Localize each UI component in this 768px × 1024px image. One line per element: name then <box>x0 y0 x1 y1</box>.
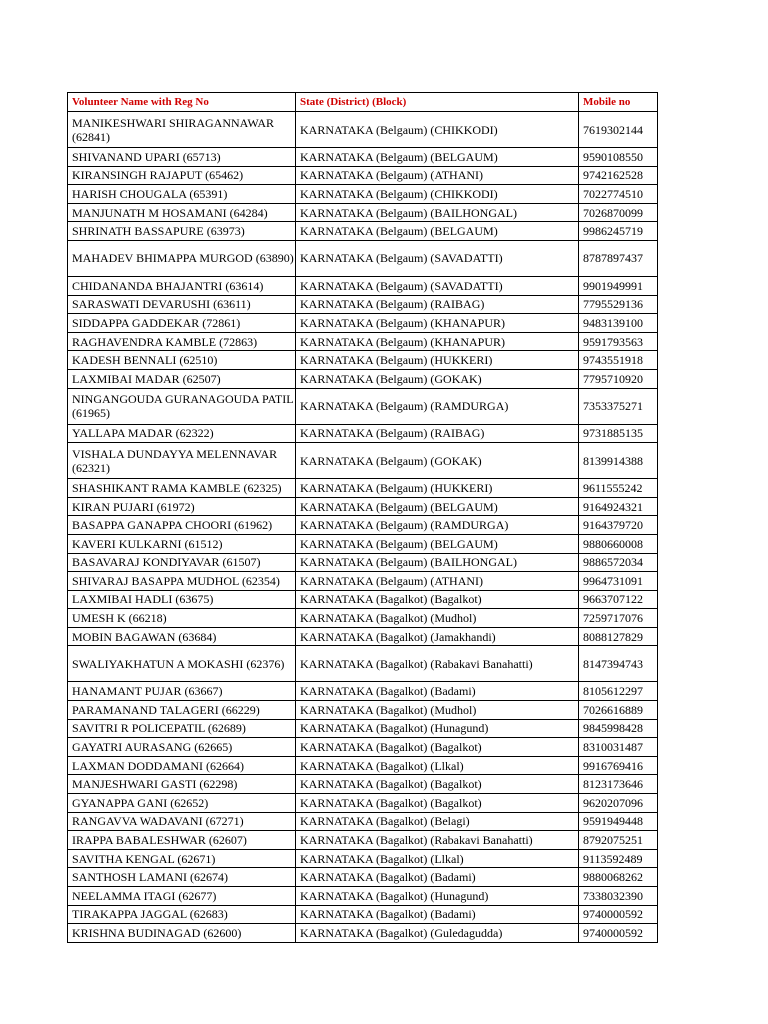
header-row <box>68 93 658 112</box>
location-cell: KARNATAKA (Bagalkot) (Mudhol) <box>296 609 579 628</box>
mobile-cell: 9483139100 <box>579 314 658 333</box>
table-row <box>68 831 658 850</box>
header-mobile: Mobile no <box>579 93 658 112</box>
header-volunteer-name: Volunteer Name with Reg No <box>68 93 296 112</box>
volunteer-name-cell: BASAPPA GANAPPA CHOORI (61962) <box>68 516 296 535</box>
volunteer-name-cell: SHIVARAJ BASAPPA MUDHOL (62354) <box>68 572 296 591</box>
volunteer-name-cell: RANGAVVA WADAVANI (67271) <box>68 812 296 831</box>
volunteer-name-cell: MAHADEV BHIMAPPA MURGOD (63890) <box>68 240 296 276</box>
mobile-cell: 9880068262 <box>579 868 658 887</box>
mobile-cell: 9901949991 <box>579 276 658 295</box>
table-row <box>68 240 658 276</box>
volunteer-name-cell: NINGANGOUDA GURANAGOUDA PATIL (61965) <box>68 388 296 424</box>
mobile-cell: 7795710920 <box>579 369 658 388</box>
volunteer-name-cell: KIRANSINGH RAJAPUT (65462) <box>68 166 296 185</box>
mobile-cell: 8147394743 <box>579 646 658 682</box>
mobile-cell: 8792075251 <box>579 831 658 850</box>
table-row <box>68 332 658 351</box>
table-row <box>68 424 658 443</box>
mobile-cell: 7022774510 <box>579 185 658 204</box>
location-cell: KARNATAKA (Belgaum) (KHANAPUR) <box>296 314 579 333</box>
location-cell: KARNATAKA (Bagalkot) (Bagalkot) <box>296 775 579 794</box>
location-cell: KARNATAKA (Belgaum) (CHIKKODI) <box>296 185 579 204</box>
table-row <box>68 479 658 498</box>
location-cell: KARNATAKA (Belgaum) (KHANAPUR) <box>296 332 579 351</box>
location-cell: KARNATAKA (Bagalkot) (Llkal) <box>296 756 579 775</box>
volunteer-name-cell: IRAPPA BABALESHWAR (62607) <box>68 831 296 850</box>
volunteer-name-cell: HARISH CHOUGALA (65391) <box>68 185 296 204</box>
location-cell: KARNATAKA (Bagalkot) (Mudhol) <box>296 701 579 720</box>
table-row <box>68 887 658 906</box>
mobile-cell: 7259717076 <box>579 609 658 628</box>
location-cell: KARNATAKA (Belgaum) (ATHANI) <box>296 166 579 185</box>
location-cell: KARNATAKA (Belgaum) (SAVADATTI) <box>296 276 579 295</box>
table-row <box>68 756 658 775</box>
mobile-cell: 8139914388 <box>579 443 658 479</box>
mobile-cell: 9731885135 <box>579 424 658 443</box>
mobile-cell: 9611555242 <box>579 479 658 498</box>
mobile-cell: 9742162528 <box>579 166 658 185</box>
table-row <box>68 775 658 794</box>
volunteer-name-cell: KADESH BENNALI (62510) <box>68 351 296 370</box>
table-row <box>68 738 658 757</box>
mobile-cell: 9743551918 <box>579 351 658 370</box>
location-cell: KARNATAKA (Belgaum) (ATHANI) <box>296 572 579 591</box>
volunteer-name-cell: KIRAN PUJARI (61972) <box>68 497 296 516</box>
table-row <box>68 627 658 646</box>
volunteer-name-cell: SHRINATH BASSAPURE (63973) <box>68 222 296 241</box>
volunteer-name-cell: SAVITRI R POLICEPATIL (62689) <box>68 719 296 738</box>
volunteer-name-cell: SAVITHA KENGAL (62671) <box>68 849 296 868</box>
mobile-cell: 7353375271 <box>579 388 658 424</box>
volunteer-name-cell: GYANAPPA GANI (62652) <box>68 794 296 813</box>
mobile-cell: 8123173646 <box>579 775 658 794</box>
volunteer-name-cell: MOBIN BAGAWAN (63684) <box>68 627 296 646</box>
volunteer-name-cell: SWALIYAKHATUN A MOKASHI (62376) <box>68 646 296 682</box>
volunteer-name-cell: VISHALA DUNDAYYA MELENNAVAR (62321) <box>68 443 296 479</box>
location-cell: KARNATAKA (Bagalkot) (Badami) <box>296 905 579 924</box>
location-cell: KARNATAKA (Belgaum) (SAVADATTI) <box>296 240 579 276</box>
volunteer-name-cell: SHIVANAND UPARI (65713) <box>68 148 296 167</box>
location-cell: KARNATAKA (Belgaum) (BELGAUM) <box>296 222 579 241</box>
location-cell: KARNATAKA (Belgaum) (BELGAUM) <box>296 148 579 167</box>
location-cell: KARNATAKA (Bagalkot) (Bagalkot) <box>296 794 579 813</box>
table-row <box>68 166 658 185</box>
volunteer-name-cell: BASAVARAJ KONDIYAVAR (61507) <box>68 553 296 572</box>
mobile-cell: 9591949448 <box>579 812 658 831</box>
volunteer-name-cell: SANTHOSH LAMANI (62674) <box>68 868 296 887</box>
location-cell: KARNATAKA (Bagalkot) (Bagalkot) <box>296 590 579 609</box>
mobile-cell: 9164379720 <box>579 516 658 535</box>
table-row <box>68 812 658 831</box>
table-row <box>68 701 658 720</box>
table-body <box>68 112 658 943</box>
mobile-cell: 9620207096 <box>579 794 658 813</box>
mobile-cell: 9845998428 <box>579 719 658 738</box>
location-cell: KARNATAKA (Belgaum) (GOKAK) <box>296 369 579 388</box>
mobile-cell: 7026616889 <box>579 701 658 720</box>
volunteer-name-cell: SHASHIKANT RAMA KAMBLE (62325) <box>68 479 296 498</box>
location-cell: KARNATAKA (Belgaum) (BELGAUM) <box>296 534 579 553</box>
mobile-cell: 9986245719 <box>579 222 658 241</box>
mobile-cell: 8787897437 <box>579 240 658 276</box>
location-cell: KARNATAKA (Belgaum) (RAIBAG) <box>296 424 579 443</box>
mobile-cell: 9964731091 <box>579 572 658 591</box>
volunteer-name-cell: PARAMANAND TALAGERI (66229) <box>68 701 296 720</box>
mobile-cell: 9916769416 <box>579 756 658 775</box>
location-cell: KARNATAKA (Belgaum) (GOKAK) <box>296 443 579 479</box>
table-row <box>68 590 658 609</box>
table-row <box>68 849 658 868</box>
mobile-cell: 9880660008 <box>579 534 658 553</box>
mobile-cell: 9740000592 <box>579 924 658 943</box>
location-cell: KARNATAKA (Bagalkot) (Belagi) <box>296 812 579 831</box>
location-cell: KARNATAKA (Bagalkot) (Rabakavi Banahatti) <box>296 646 579 682</box>
table-row <box>68 553 658 572</box>
mobile-cell: 9886572034 <box>579 553 658 572</box>
table-row <box>68 516 658 535</box>
table-row <box>68 646 658 682</box>
mobile-cell: 7026870099 <box>579 203 658 222</box>
table-row <box>68 295 658 314</box>
table-row <box>68 369 658 388</box>
location-cell: KARNATAKA (Belgaum) (BAILHONGAL) <box>296 553 579 572</box>
location-cell: KARNATAKA (Bagalkot) (Guledagudda) <box>296 924 579 943</box>
table-row <box>68 351 658 370</box>
location-cell: KARNATAKA (Belgaum) (CHIKKODI) <box>296 112 579 148</box>
table-row <box>68 905 658 924</box>
table-row <box>68 443 658 479</box>
location-cell: KARNATAKA (Bagalkot) (Bagalkot) <box>296 738 579 757</box>
volunteer-name-cell: LAXMAN DODDAMANI (62664) <box>68 756 296 775</box>
location-cell: KARNATAKA (Bagalkot) (Rabakavi Banahatti) <box>296 831 579 850</box>
location-cell: KARNATAKA (Bagalkot) (Llkal) <box>296 849 579 868</box>
volunteer-name-cell: SIDDAPPA GADDEKAR (72861) <box>68 314 296 333</box>
location-cell: KARNATAKA (Belgaum) (HUKKERI) <box>296 351 579 370</box>
location-cell: KARNATAKA (Belgaum) (BAILHONGAL) <box>296 203 579 222</box>
mobile-cell: 9663707122 <box>579 590 658 609</box>
volunteer-name-cell: MANJESHWARI GASTI (62298) <box>68 775 296 794</box>
mobile-cell: 9590108550 <box>579 148 658 167</box>
location-cell: KARNATAKA (Bagalkot) (Jamakhandi) <box>296 627 579 646</box>
mobile-cell: 9113592489 <box>579 849 658 868</box>
location-cell: KARNATAKA (Belgaum) (HUKKERI) <box>296 479 579 498</box>
location-cell: KARNATAKA (Bagalkot) (Badami) <box>296 868 579 887</box>
location-cell: KARNATAKA (Bagalkot) (Hunagund) <box>296 719 579 738</box>
mobile-cell: 8310031487 <box>579 738 658 757</box>
volunteer-name-cell: SARASWATI DEVARUSHI (63611) <box>68 295 296 314</box>
volunteer-name-cell: CHIDANANDA BHAJANTRI (63614) <box>68 276 296 295</box>
volunteer-name-cell: NEELAMMA ITAGI (62677) <box>68 887 296 906</box>
volunteer-name-cell: LAXMIBAI HADLI (63675) <box>68 590 296 609</box>
volunteer-name-cell: HANAMANT PUJAR (63667) <box>68 682 296 701</box>
table-row <box>68 203 658 222</box>
mobile-cell: 9591793563 <box>579 332 658 351</box>
volunteer-name-cell: RAGHAVENDRA KAMBLE (72863) <box>68 332 296 351</box>
table-row <box>68 534 658 553</box>
table-row <box>68 185 658 204</box>
volunteer-name-cell: KAVERI KULKARNI (61512) <box>68 534 296 553</box>
location-cell: KARNATAKA (Bagalkot) (Hunagund) <box>296 887 579 906</box>
volunteer-name-cell: YALLAPA MADAR (62322) <box>68 424 296 443</box>
table-row <box>68 794 658 813</box>
mobile-cell: 7795529136 <box>579 295 658 314</box>
table-row <box>68 682 658 701</box>
mobile-cell: 9740000592 <box>579 905 658 924</box>
table-row <box>68 868 658 887</box>
table-row <box>68 112 658 148</box>
table-row <box>68 222 658 241</box>
table-row <box>68 314 658 333</box>
volunteer-name-cell: LAXMIBAI MADAR (62507) <box>68 369 296 388</box>
header-location: State (District) (Block) <box>296 93 579 112</box>
location-cell: KARNATAKA (Belgaum) (RAMDURGA) <box>296 388 579 424</box>
table-row <box>68 497 658 516</box>
volunteer-name-cell: TIRAKAPPA JAGGAL (62683) <box>68 905 296 924</box>
location-cell: KARNATAKA (Belgaum) (RAMDURGA) <box>296 516 579 535</box>
location-cell: KARNATAKA (Belgaum) (BELGAUM) <box>296 497 579 516</box>
table-row <box>68 609 658 628</box>
volunteer-name-cell: MANIKESHWARI SHIRAGANNAWAR (62841) <box>68 112 296 148</box>
table-row <box>68 276 658 295</box>
volunteer-name-cell: MANJUNATH M HOSAMANI (64284) <box>68 203 296 222</box>
location-cell: KARNATAKA (Bagalkot) (Badami) <box>296 682 579 701</box>
location-cell: KARNATAKA (Belgaum) (RAIBAG) <box>296 295 579 314</box>
table-row <box>68 572 658 591</box>
table-row <box>68 719 658 738</box>
mobile-cell: 7619302144 <box>579 112 658 148</box>
volunteer-name-cell: KRISHNA BUDINAGAD (62600) <box>68 924 296 943</box>
mobile-cell: 9164924321 <box>579 497 658 516</box>
mobile-cell: 8105612297 <box>579 682 658 701</box>
mobile-cell: 7338032390 <box>579 887 658 906</box>
volunteer-name-cell: GAYATRI AURASANG (62665) <box>68 738 296 757</box>
volunteer-table <box>67 92 658 943</box>
volunteer-name-cell: UMESH K (66218) <box>68 609 296 628</box>
table-row <box>68 148 658 167</box>
table-row <box>68 924 658 943</box>
table-row <box>68 388 658 424</box>
mobile-cell: 8088127829 <box>579 627 658 646</box>
